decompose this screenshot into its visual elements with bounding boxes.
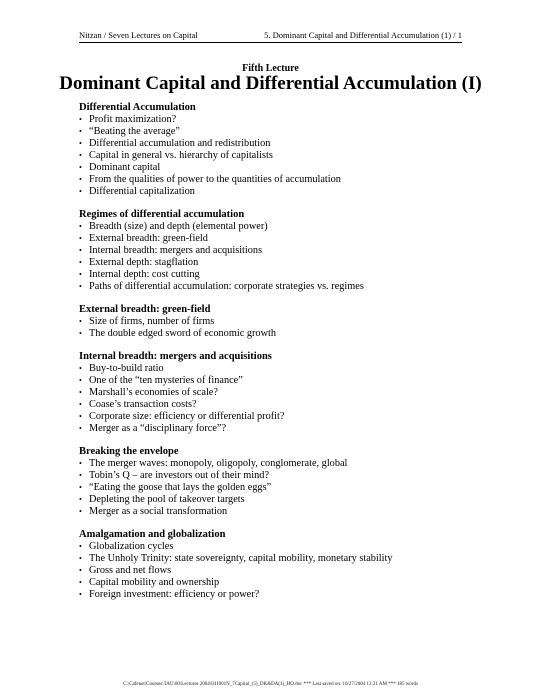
list-item: • Internal depth: cost cutting [79, 269, 479, 281]
list-item: • One of the “ten mysteries of finance” [79, 375, 479, 387]
footer-path: C:\Cafenet\Courses\TAU\00\Lectures 2004\041001N_7Capital_(5)_DK&DA(1)_HO.doc *** Last saved on: 10/27/2004 12:21 AM *** 185 words [123, 682, 418, 687]
section [79, 208, 479, 293]
bullet-list [79, 541, 479, 601]
list-item: • Differential accumulation and redistribution [79, 138, 479, 150]
list-item: • Differential capitalization [79, 186, 479, 198]
list-item: • Size of firms, number of firms [79, 316, 479, 328]
running-header [79, 30, 462, 40]
list-item: • External depth: stagflation [79, 257, 479, 269]
list-item: • Capital in general vs. hierarchy of capitalists [79, 150, 479, 162]
list-item: • Capital mobility and ownership [79, 577, 479, 589]
list-item: • Breadth (size) and depth (elemental power) [79, 221, 479, 233]
page-title: Dominant Capital and Differential Accumulation (I) [59, 73, 482, 94]
list-item: • The Unholy Trinity: state sovereignty, capital mobility, monetary stability [79, 553, 479, 565]
list-item: • “Eating the goose that lays the golden eggs” [79, 482, 479, 494]
list-item: • From the qualities of power to the quantities of accumulation [79, 174, 479, 186]
bullet-list [79, 363, 479, 435]
header-right: 5. Dominant Capital and Differential Accumulation (1) / 1 [264, 30, 462, 40]
section [79, 445, 479, 518]
list-item: • Dominant capital [79, 162, 479, 174]
list-item: • The double edged sword of economic growth [79, 328, 479, 340]
list-item: • Corporate size: efficiency or differential profit? [79, 411, 479, 423]
header-left: Nitzan / Seven Lectures on Capital [79, 30, 198, 40]
list-item: • “Beating the average” [79, 126, 479, 138]
list-item: • Coase’s transaction costs? [79, 399, 479, 411]
header-rule [79, 42, 462, 43]
section-heading: External breadth: green-field [79, 304, 211, 315]
sections [79, 101, 479, 611]
bullet-list [79, 458, 479, 518]
list-item: • Buy-to-build ratio [79, 363, 479, 375]
list-item: • Tobin’s Q – are investors out of their mind? [79, 470, 479, 482]
section [79, 528, 479, 601]
list-item: • Merger as a “disciplinary force”? [79, 423, 479, 435]
bullet-list [79, 114, 479, 198]
section-heading: Breaking the envelope [79, 446, 179, 457]
lecture-number: Fifth Lecture [242, 63, 299, 74]
bullet-list [79, 221, 479, 293]
section-heading: Amalgamation and globalization [79, 529, 226, 540]
section [79, 350, 479, 435]
list-item: • Globalization cycles [79, 541, 479, 553]
list-item: • Internal breadth: mergers and acquisitions [79, 245, 479, 257]
list-item: • External breadth: green-field [79, 233, 479, 245]
list-item: • Profit maximization? [79, 114, 479, 126]
section [79, 101, 479, 198]
bullet-list [79, 316, 479, 340]
list-item: • Gross and net flows [79, 565, 479, 577]
list-item: • Merger as a social transformation [79, 506, 479, 518]
section [79, 303, 479, 340]
section-heading: Regimes of differential accumulation [79, 209, 245, 220]
section-heading: Internal breadth: mergers and acquisitions [79, 351, 272, 362]
list-item: • Foreign investment: efficiency or power? [79, 589, 479, 601]
list-item: • Paths of differential accumulation: corporate strategies vs. regimes [79, 281, 479, 293]
list-item: • The merger waves: monopoly, oligopoly, conglomerate, global [79, 458, 479, 470]
list-item: • Marshall’s economies of scale? [79, 387, 479, 399]
section-heading: Differential Accumulation [79, 102, 196, 113]
list-item: • Depleting the pool of takeover targets [79, 494, 479, 506]
